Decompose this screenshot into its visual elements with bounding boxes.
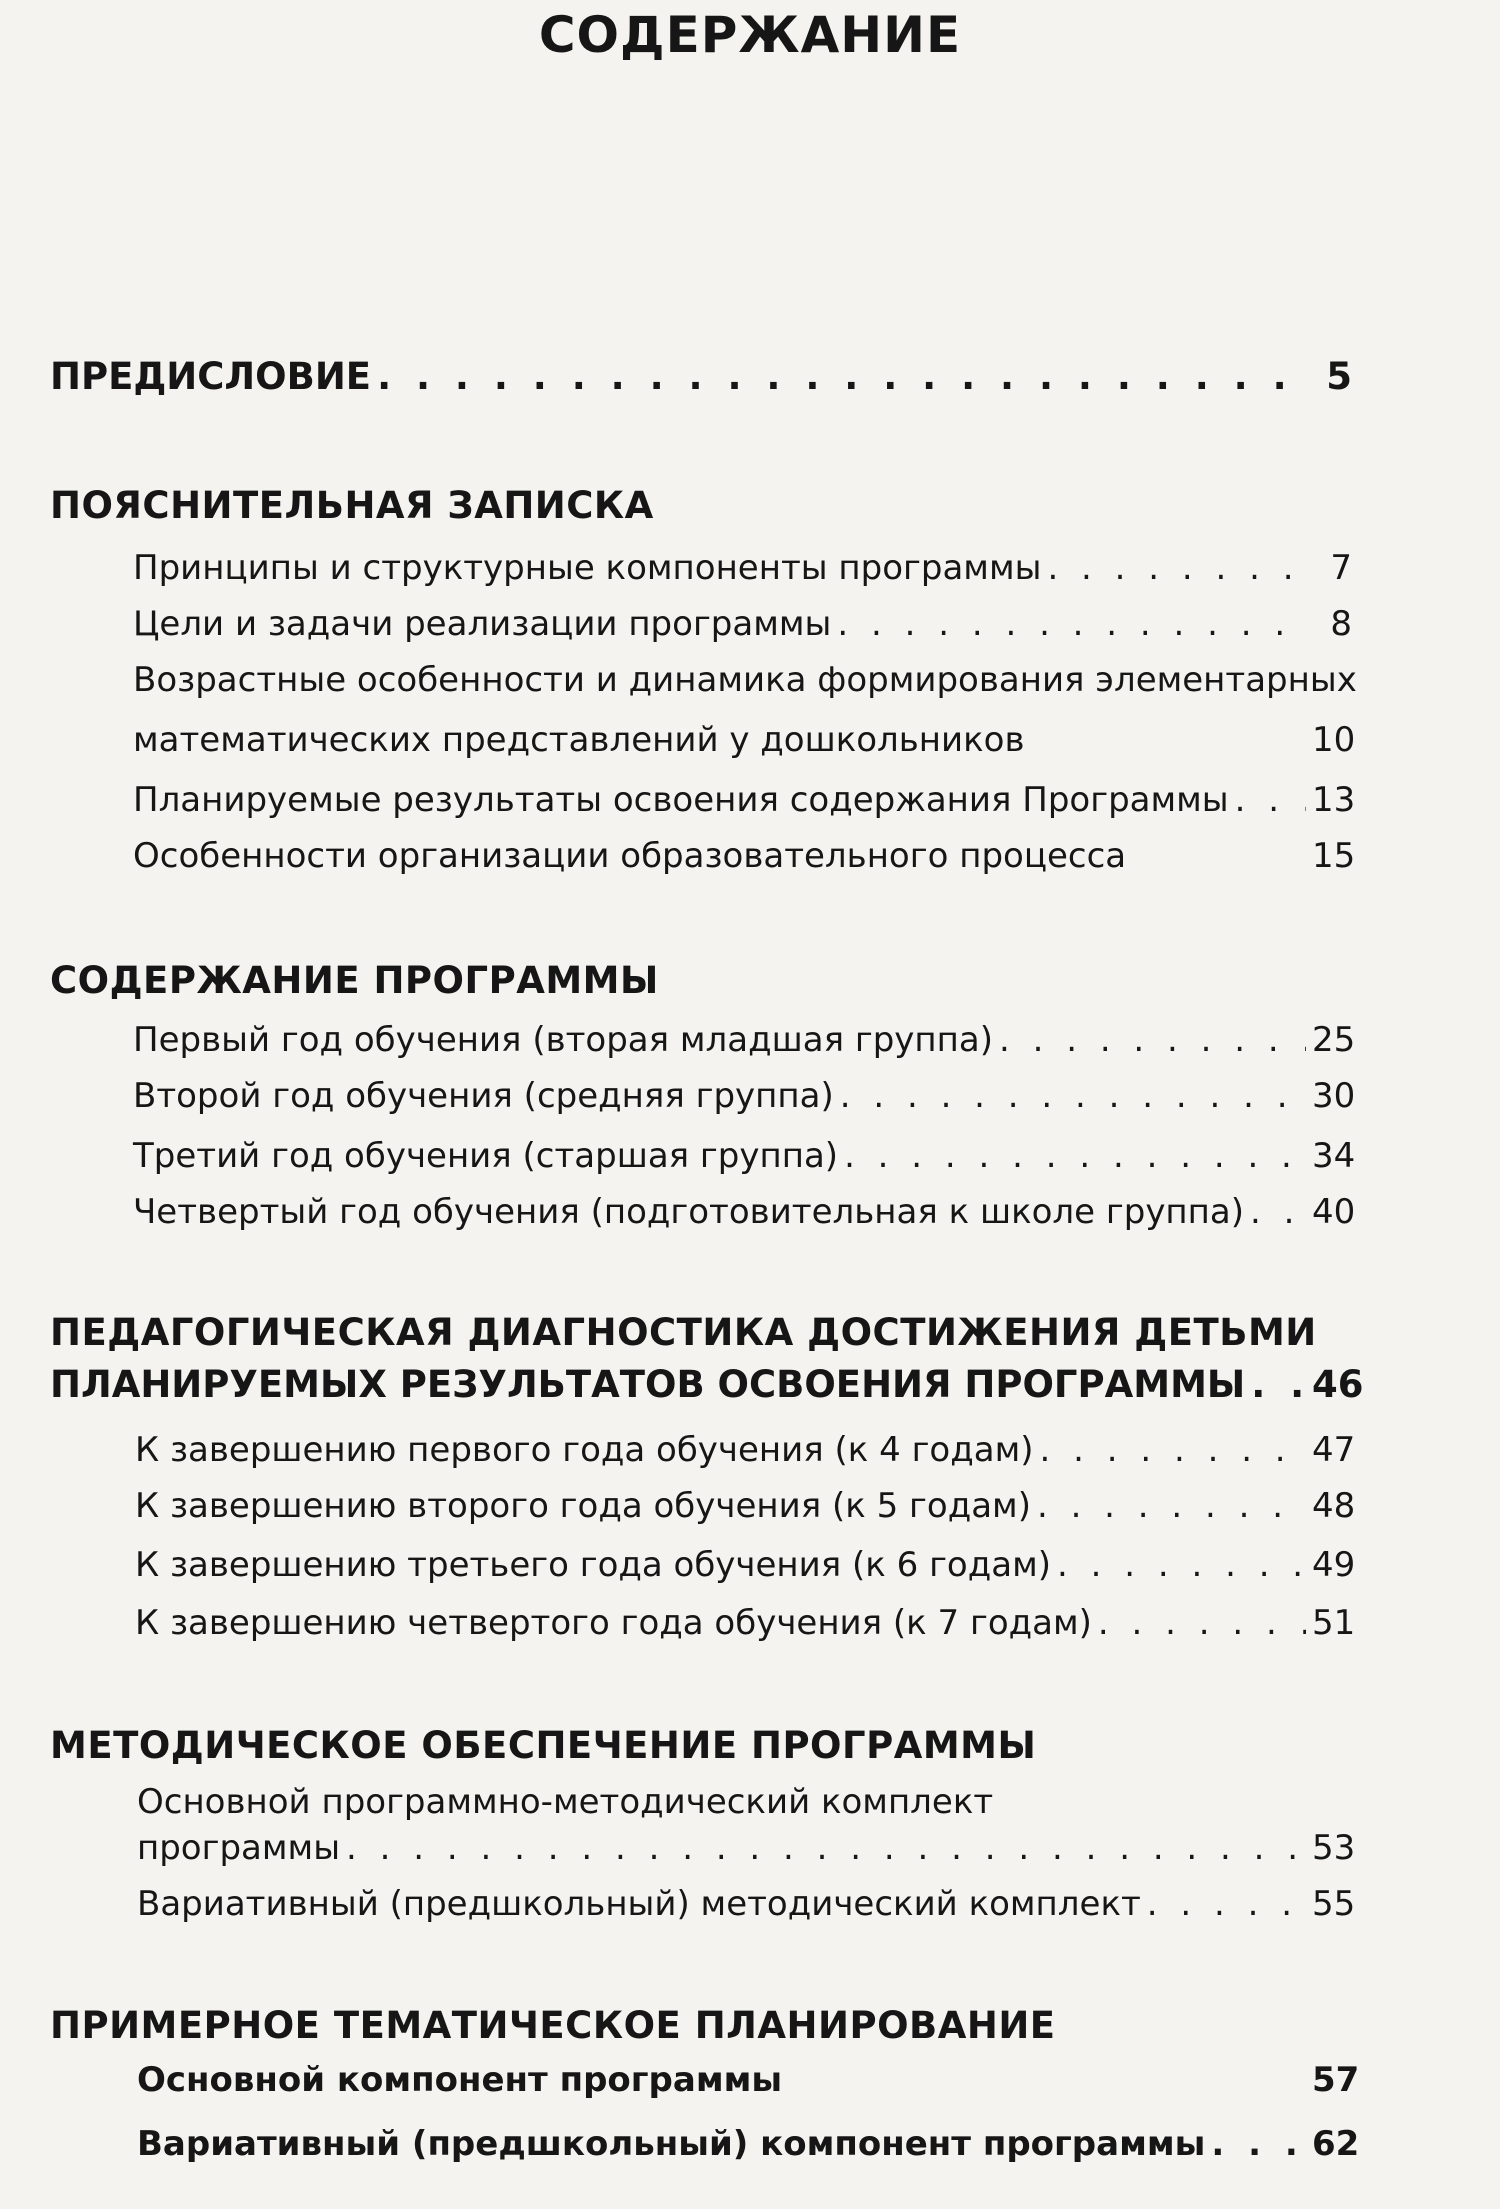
leader-dots <box>1098 1603 1306 1643</box>
toc-entry-label: К завершению третьего года обучения (к 6 годам) <box>135 1545 1051 1585</box>
toc-entry-age-features-line1[interactable]: Возрастные особенности и динамика формирования элементарных <box>133 660 1357 700</box>
toc-entry-age-5[interactable] <box>135 1486 1356 1526</box>
toc-entry-label: Вариативный (предшкольный) методический комплект <box>137 1884 1141 1924</box>
toc-page-number: 53 <box>1312 1828 1356 1868</box>
leader-dots <box>1040 1430 1307 1470</box>
leader-dots <box>837 604 1306 644</box>
toc-entry-organization[interactable] <box>133 836 1356 876</box>
toc-entry-label: К завершению четвертого года обучения (к 7 годам) <box>135 1603 1092 1643</box>
toc-entry-year-2[interactable] <box>133 1076 1356 1116</box>
toc-entry-main-kit[interactable] <box>137 1828 1356 1868</box>
toc-page-number: 48 <box>1312 1486 1356 1526</box>
toc-entry-goals[interactable] <box>133 604 1352 644</box>
toc-page-number: 49 <box>1312 1545 1356 1585</box>
toc-entry-age-features[interactable] <box>133 720 1356 760</box>
leader-dots <box>1251 1363 1306 1406</box>
page-title: СОДЕРЖАНИЕ <box>538 6 962 64</box>
section-heading-methodical[interactable]: МЕТОДИЧЕСКОЕ ОБЕСПЕЧЕНИЕ ПРОГРАММЫ <box>50 1724 1037 1767</box>
toc-page-number: 7 <box>1330 548 1352 588</box>
leader-dots <box>377 355 1306 398</box>
toc-entry-main-kit-line1[interactable]: Основной программно-методический комплект <box>137 1782 994 1822</box>
toc-entry-label: Вариативный (предшкольный) компонент программы <box>137 2124 1206 2164</box>
toc-entry-principles[interactable] <box>133 548 1352 588</box>
toc-entry-label: Принципы и структурные компоненты программы <box>133 548 1042 588</box>
section-heading-content[interactable]: СОДЕРЖАНИЕ ПРОГРАММЫ <box>50 959 659 1002</box>
leader-dots <box>1211 2124 1306 2164</box>
toc-entry-label: К завершению второго года обучения (к 5 годам) <box>135 1486 1031 1526</box>
section-heading-diagnostics-line1[interactable]: ПЕДАГОГИЧЕСКАЯ ДИАГНОСТИКА ДОСТИЖЕНИЯ ДЕТЬМИ <box>50 1311 1317 1354</box>
section-heading-planning[interactable]: ПРИМЕРНОЕ ТЕМАТИЧЕСКОЕ ПЛАНИРОВАНИЕ <box>50 2004 1056 2047</box>
leader-dots <box>1057 1545 1306 1585</box>
toc-entry-age-7[interactable] <box>135 1603 1356 1643</box>
toc-page-number: 25 <box>1312 1020 1356 1060</box>
toc-page-number: 8 <box>1330 604 1352 644</box>
toc-entry-main-component[interactable] <box>137 2060 1360 2100</box>
toc-entry-label: Первый год обучения (вторая младшая группа) <box>133 1020 993 1060</box>
toc-entry-label: Цели и задачи реализации программы <box>133 604 832 644</box>
toc-page-number: 62 <box>1312 2124 1360 2164</box>
toc-entry-year-1[interactable] <box>133 1020 1356 1060</box>
toc-entry-year-4[interactable] <box>133 1192 1356 1232</box>
leader-dots <box>1250 1192 1306 1232</box>
leader-dots <box>1037 1486 1306 1526</box>
toc-entry-variative-component[interactable] <box>137 2124 1360 2164</box>
toc-entry-label: Третий год обучения (старшая группа) <box>133 1136 839 1176</box>
toc-page-number: 10 <box>1312 720 1356 760</box>
toc-entry-label: Планируемые результаты освоения содержания Программы <box>133 780 1229 820</box>
toc-entry-age-4[interactable] <box>135 1430 1356 1470</box>
toc-page-number: 47 <box>1312 1430 1356 1470</box>
toc-entry-label: Основной компонент программы <box>137 2060 783 2100</box>
leader-dots <box>1147 1884 1306 1924</box>
toc-entry-diagnostics[interactable] <box>50 1363 1364 1406</box>
toc-page-number: 13 <box>1312 780 1356 820</box>
section-heading-explanatory[interactable]: ПОЯСНИТЕЛЬНАЯ ЗАПИСКА <box>50 484 654 527</box>
toc-entry-age-6[interactable] <box>135 1545 1356 1585</box>
leader-dots <box>999 1020 1306 1060</box>
toc-page-number: 51 <box>1312 1603 1356 1643</box>
toc-entry-label: программы <box>137 1828 341 1868</box>
toc-page-number: 40 <box>1312 1192 1356 1232</box>
leader-dots <box>1047 548 1306 588</box>
leader-dots <box>1235 780 1306 820</box>
toc-entry-label: Четвертый год обучения (подготовительная к школе группа) <box>133 1192 1244 1232</box>
toc-entry-label: ПРЕДИСЛОВИЕ <box>50 355 372 398</box>
toc-entry-preface[interactable] <box>50 355 1352 398</box>
toc-entry-label: Второй год обучения (средняя группа) <box>133 1076 834 1116</box>
toc-entry-year-3[interactable] <box>133 1136 1356 1176</box>
toc-page-number: 57 <box>1312 2060 1360 2100</box>
leader-dots <box>840 1076 1306 1116</box>
toc-page-number: 5 <box>1326 355 1352 398</box>
toc-page-number: 55 <box>1312 1884 1356 1924</box>
leader-dots <box>844 1136 1306 1176</box>
section-heading-diagnostics-line2: ПЛАНИРУЕМЫХ РЕЗУЛЬТАТОВ ОСВОЕНИЯ ПРОГРАММЫ <box>50 1363 1246 1406</box>
toc-page-number: 15 <box>1312 836 1356 876</box>
toc-entry-variative-kit[interactable] <box>137 1884 1356 1924</box>
toc-entry-label: К завершению первого года обучения (к 4 годам) <box>135 1430 1034 1470</box>
toc-entry-label: математических представлений у дошкольников <box>133 720 1025 760</box>
toc-page-number: 34 <box>1312 1136 1356 1176</box>
toc-entry-planned-results[interactable] <box>133 780 1356 820</box>
leader-dots <box>346 1828 1306 1868</box>
toc-page-number: 30 <box>1312 1076 1356 1116</box>
toc-entry-label: Особенности организации образовательного процесса <box>133 836 1127 876</box>
toc-page-number: 46 <box>1312 1363 1364 1406</box>
